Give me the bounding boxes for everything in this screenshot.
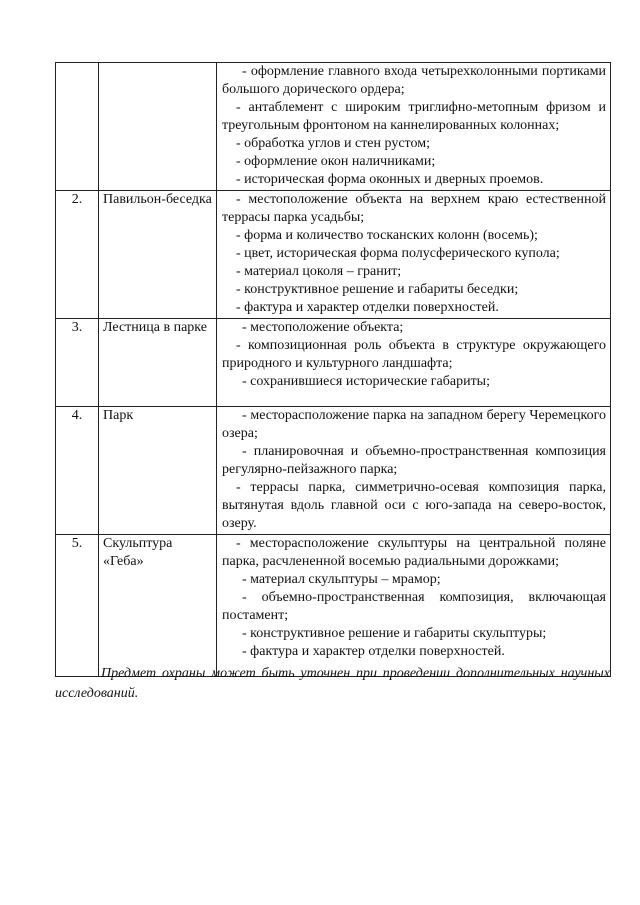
protection-subject-table xyxy=(55,62,611,677)
list-item: - фактура и характер отделки поверхностей. xyxy=(236,300,499,315)
row-name: Лестница в парке xyxy=(99,319,217,407)
row-description xyxy=(217,407,611,535)
row-description xyxy=(217,191,611,319)
row-description xyxy=(217,63,611,191)
list-item: - форма и количество тосканских колонн (восемь); xyxy=(236,228,538,243)
list-item: - фактура и характер отделки поверхностей. xyxy=(242,644,505,659)
table-row xyxy=(56,63,611,191)
list-item: - историческая форма оконных и дверных проемов. xyxy=(236,172,544,187)
list-item: - конструктивное решение и габариты беседки; xyxy=(236,282,519,297)
note-paragraph: Предмет охраны может быть уточнен при проведении дополнительных научных исследований. xyxy=(55,666,610,701)
row-number: 4. xyxy=(56,407,99,535)
table-row xyxy=(56,191,611,319)
table-row xyxy=(56,407,611,535)
row-name: Павильон-беседка xyxy=(99,191,217,319)
row-description xyxy=(217,319,611,407)
list-item: - композиционная роль объекта в структуре окружающего природного и культурного ландшафта; xyxy=(222,338,606,371)
list-item: - оформление главного входа четырехколонными портиками большого дорического ордера; xyxy=(222,64,606,97)
list-item: - материал скульптуры – мрамор; xyxy=(242,572,441,587)
row-number: 5. xyxy=(56,535,99,677)
list-item: - обработка углов и стен рустом; xyxy=(236,136,430,151)
list-item: - цвет, историческая форма полусферического купола; xyxy=(236,246,560,261)
row-name: Скульптура «Геба» xyxy=(99,535,217,677)
list-item: - конструктивное решение и габариты скульптуры; xyxy=(242,626,547,641)
list-item: - антаблемент с широким триглифно-метопным фризом и треугольным фронтоном на каннелированных колоннах; xyxy=(222,100,606,133)
list-item: - планировочная и объемно-пространственная композиция регулярно-пейзажного парка; xyxy=(222,444,606,477)
table-row xyxy=(56,319,611,407)
list-item: - месторасположение скульптуры на центральной поляне парка, расчлененной восемью радиальными дорожками; xyxy=(222,536,606,569)
row-number: 2. xyxy=(56,191,99,319)
row-name xyxy=(99,63,217,191)
row-number xyxy=(56,63,99,191)
list-item: - месторасположение парка на западном берегу Черемецкого озера; xyxy=(222,408,606,441)
list-item: - оформление окон наличниками; xyxy=(236,154,436,169)
table-row xyxy=(56,535,611,677)
list-item: - сохранившиеся исторические габариты; xyxy=(242,374,490,389)
row-name: Парк xyxy=(99,407,217,535)
row-number: 3. xyxy=(56,319,99,407)
row-description xyxy=(217,535,611,677)
list-item: - террасы парка, симметрично-осевая композиция парка, вытянутая вдоль главной оси с юго-запада на северо-восток, озеру. xyxy=(222,480,606,531)
list-item: - местоположение объекта на верхнем краю естественной террасы парка усадьбы; xyxy=(222,192,606,225)
list-item: - местоположение объекта; xyxy=(242,320,404,335)
footnote-text xyxy=(55,664,610,704)
list-item: - объемно-пространственная композиция, включающая постамент; xyxy=(222,590,606,623)
list-item: - материал цоколя – гранит; xyxy=(236,264,402,279)
